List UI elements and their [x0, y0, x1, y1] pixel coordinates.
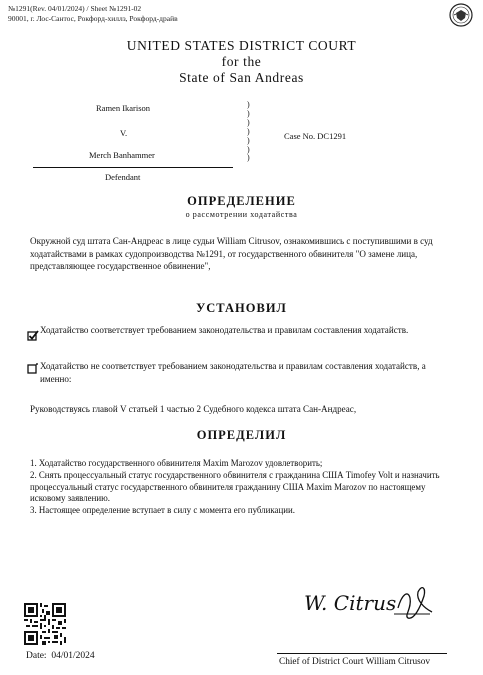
court-address: 90001, г. Лос-Сантос, Рокфорд-хиллз, Рокфорд-драйв — [8, 14, 178, 23]
decided-heading: ОПРЕДЕЛИЛ — [196, 428, 287, 442]
legal-basis: Руководствуясь главой V статьей 1 частью 2 Судебного кодекса штата Сан-Андреас, — [30, 404, 357, 414]
checkbox-checked-icon — [27, 330, 39, 342]
option-compliant-text: Ходатайство соответствует требованием законодательства и правилам составления ходатайств. — [40, 325, 409, 335]
court-name: UNITED STATES DISTRICT COURT — [126, 38, 357, 53]
decision-item-1: 1. Ходатайство государственного обвинителя Maxim Marozov удовлетворить; — [30, 458, 323, 468]
signature-line — [277, 653, 447, 654]
defendant-underline — [33, 167, 233, 168]
established-heading: УСТАНОВИЛ — [196, 301, 287, 315]
versus-label: V. — [120, 128, 128, 138]
plaintiff-name: Ramen Ikarison — [96, 103, 151, 113]
form-number: №1291(Rev. 04/01/2024) / Sheet №1291-02 — [8, 4, 142, 13]
checkbox-empty-icon — [27, 363, 39, 375]
decision-item-3: 3. Настоящее определение вступает в силу с момента его публикации. — [30, 505, 295, 515]
signer-title: Chief of District Court William Citrusov — [279, 657, 431, 667]
document-title: ОПРЕДЕЛЕНИЕ — [187, 194, 296, 208]
defendant-name: Merch Banhammer — [89, 150, 155, 160]
qr-code-icon — [24, 603, 66, 645]
caption-paren: ) ) ) ) ) ) ) — [247, 100, 250, 163]
court-for-the: for the — [221, 54, 262, 69]
court-seal-icon — [449, 3, 473, 27]
case-number: Case No. DC1291 — [284, 131, 347, 141]
decision-item-2: 2. Снять процессуальный статус государственного обвинителя с гражданина США Timofey Volt и назначить процессуальный статус государственного обвинителя гражданину США Maxim Marozov по настоящему исковому заявлению. — [30, 470, 440, 503]
checkbox-noncompliant[interactable] — [27, 362, 39, 374]
intro-paragraph: Окружной суд штата Сан-Андреас в лице судьи William Citrusov, ознакомившись с поступившими в суд ходатайствами в рамках судопроизводства №1291, от государственного обвинителя "О замене лица, представляющее государственное обвинение", — [30, 236, 433, 272]
document-date: Date: 04/01/2024 — [26, 651, 95, 661]
checkbox-compliant[interactable] — [27, 329, 39, 341]
court-jurisdiction: State of San Andreas — [179, 70, 304, 85]
option-noncompliant-text: Ходатайство не соответствует требованием законодательства и правилам составления ходатайств, а именно: — [40, 361, 426, 384]
signature-text: W. Citrus — [304, 591, 397, 615]
defendant-label: Defendant — [105, 172, 141, 182]
judge-signature — [298, 578, 438, 623]
document-subtitle: о рассмотрении ходатайства — [185, 210, 298, 219]
